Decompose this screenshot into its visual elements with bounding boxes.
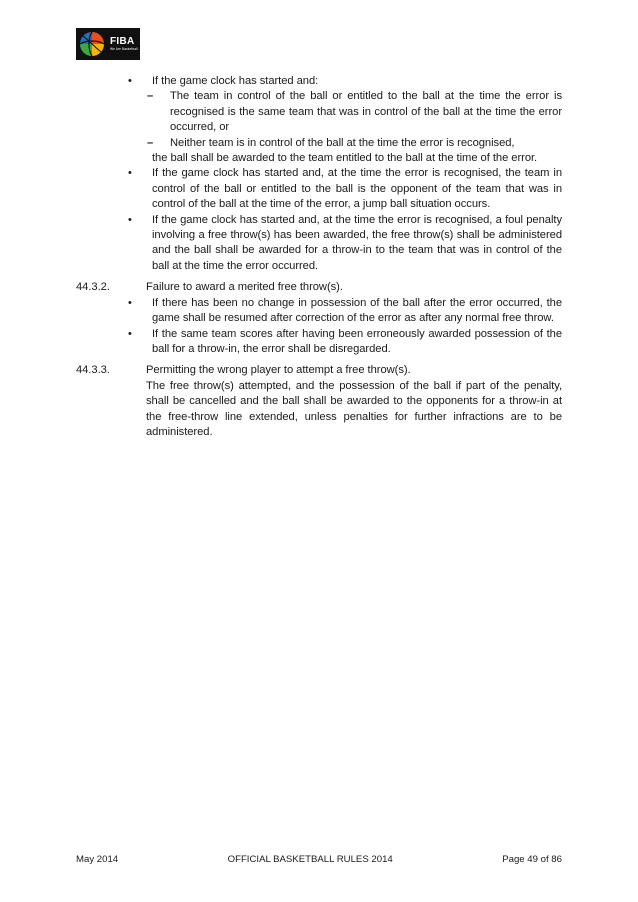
section-number: 44.3.3. xyxy=(76,364,110,377)
section-heading xyxy=(76,280,562,295)
list-item: • If the game clock has started and: xyxy=(76,74,562,89)
bullet-icon: • xyxy=(128,213,132,226)
list-item: – Neither team is in control of the ball at the time the error is recognised, xyxy=(76,136,562,151)
footer-page-number: Page 49 of 86 xyxy=(502,854,562,865)
logo-word: FIBA xyxy=(110,36,135,47)
section-body: The free throw(s) attempted, and the possession of the ball if part of the penalty, shall be cancelled and the ball shall be awarded to the opponents for a throw-in at the free-throw line extended, unless penalties for further infractions are to be administered. xyxy=(146,379,562,438)
section-title: Permitting the wrong player to attempt a free throw(s). xyxy=(146,364,411,377)
bullet-icon: • xyxy=(128,296,132,309)
dash-icon: – xyxy=(147,136,154,149)
dash-icon: – xyxy=(147,90,154,103)
bullet-icon: • xyxy=(128,327,132,340)
bullet-icon: • xyxy=(128,75,132,87)
section-heading xyxy=(76,363,562,378)
page-footer xyxy=(76,854,562,866)
logo-tagline: We Are Basketball xyxy=(110,47,138,51)
list-item: – The team in control of the ball or entitled to the ball at the time the error is recognised is the same team that was in control of the ball at the time the error occurred, or xyxy=(147,90,562,134)
document-body xyxy=(76,74,562,440)
list-item: • If the game clock has started and, at the time the error is recognised, a foul penalty involving a free throw(s) has been awarded, the free throw(s) shall be administered and the ball shall be awarded for a throw-in to the team that was in control of the ball at the time the error occurred. xyxy=(128,213,562,272)
basketball-globe-icon xyxy=(76,28,108,60)
list-item: • If the same team scores after having been erroneously awarded possession of the ball for a throw-in, the error shall be disregarded. xyxy=(128,327,562,355)
continuation-text: the ball shall be awarded to the team entitled to the ball at the time of the error. xyxy=(152,152,538,165)
list-item: • If the game clock has started and, at the time the error is recognised, the team in control of the ball or entitled to the ball is the opponent of the team that was in control of the ball at the time of the error, a jump ball situation occurs. xyxy=(128,167,562,211)
footer-title: OFFICIAL BASKETBALL RULES 2014 xyxy=(227,854,393,865)
section-title: Failure to award a merited free throw(s). xyxy=(146,281,343,294)
fiba-logo xyxy=(76,28,140,60)
section-number: 44.3.2. xyxy=(76,281,110,294)
list-item: • If there has been no change in possession of the ball after the error occurred, the game shall be resumed after correction of the error as after any normal free throw. xyxy=(128,296,562,325)
bullet-icon: • xyxy=(128,167,132,180)
footer-date: May 2014 xyxy=(76,854,119,865)
